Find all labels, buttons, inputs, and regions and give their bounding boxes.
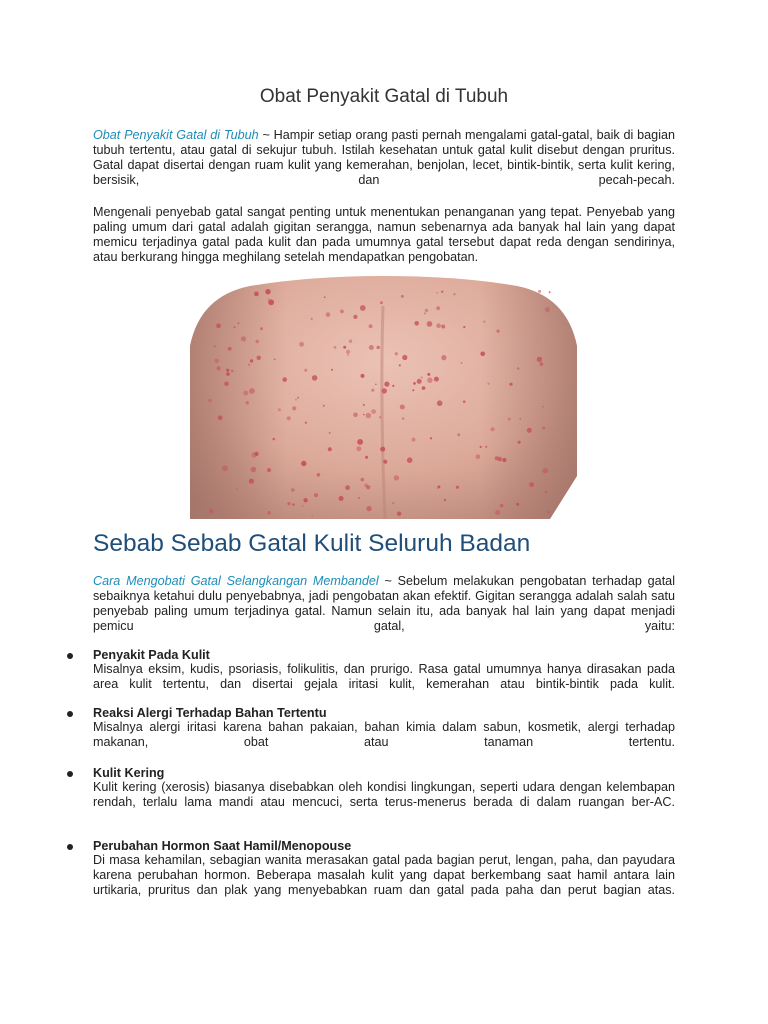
rash-spot <box>436 306 440 310</box>
rash-spot <box>311 515 313 517</box>
list-item-title: Kulit Kering <box>93 766 165 780</box>
rash-spot <box>371 409 376 414</box>
rash-spot <box>427 378 432 383</box>
rash-spot <box>312 375 318 381</box>
rash-spot <box>218 415 223 420</box>
rash-spot <box>463 400 466 403</box>
rash-spot <box>485 446 487 448</box>
rash-spot <box>361 374 365 378</box>
rash-spot <box>346 350 350 354</box>
rash-spot <box>236 488 238 490</box>
rash-spot <box>356 446 361 451</box>
rash-spot <box>358 497 360 499</box>
rash-spot <box>255 340 259 344</box>
rash-spot <box>457 433 460 436</box>
rash-spot <box>399 364 401 366</box>
rash-spot <box>444 499 446 501</box>
rash-spot <box>441 355 446 360</box>
rash-spot <box>518 441 521 444</box>
rash-spot <box>226 372 230 376</box>
rash-spot <box>437 486 440 489</box>
rash-spot <box>495 510 500 515</box>
list-item-title: Reaksi Alergi Terhadap Bahan Tertentu <box>93 706 327 720</box>
intro-paragraph <box>93 128 675 188</box>
rash-spot <box>377 346 380 349</box>
list-item-body: Misalnya eksim, kudis, psoriasis, folikulitis, dan prurigo. Rasa gatal umumnya hanya dirasakan pada area kulit tertentu, dan disertai gejala iritasi kulit, kemerahan atau bintik-bintik pada kulit. <box>93 662 675 691</box>
bullet-icon <box>67 844 73 850</box>
rash-spot <box>537 357 542 362</box>
rash-spot <box>382 388 387 393</box>
rash-spot <box>292 503 295 506</box>
rash-spot <box>384 382 389 387</box>
rash-spot <box>456 486 459 489</box>
rash-spot <box>268 298 270 300</box>
rash-spot <box>542 406 544 408</box>
rash-spot <box>395 352 398 355</box>
rash-spot <box>260 327 263 330</box>
rash-spot <box>265 289 270 294</box>
rash-spot <box>369 324 373 328</box>
rash-spot <box>542 427 545 430</box>
rash-spot <box>287 416 291 420</box>
rash-spot <box>329 432 331 434</box>
rash-spot <box>360 305 366 311</box>
rash-spot <box>407 457 413 463</box>
rash-spot <box>214 345 216 347</box>
rash-spot <box>366 506 371 511</box>
rash-spot <box>549 291 551 293</box>
rash-spot <box>427 373 430 376</box>
rash-spot <box>237 322 239 324</box>
rash-spot <box>323 405 325 407</box>
section-intro-text: ~ Sebelum melakukan pengobatan terhadap gatal sebaiknya ketahui dulu penyebabnya, jadi pengobatan akan efektif. Gigitan serangga adalah salah satu penyebab paling umum terjadinya gatal. Namun selain itu, ada banyak hal lain yang dapat menjadi pemicu gatal, yaitu: <box>93 574 675 633</box>
rash-spot <box>476 454 481 459</box>
rash-spot <box>392 385 394 387</box>
rash-spot <box>424 312 426 314</box>
rash-spot <box>347 354 349 356</box>
rash-spot <box>292 406 296 410</box>
list-item-title: Penyakit Pada Kulit <box>93 648 210 662</box>
rash-spot <box>291 488 295 492</box>
rash-spot <box>491 427 495 431</box>
rash-spot <box>542 468 548 474</box>
rash-spot <box>343 346 346 349</box>
bullet-icon <box>67 711 73 717</box>
rash-spot <box>297 397 299 399</box>
rash-spot <box>234 326 236 328</box>
second-paragraph: Mengenali penyebab gatal sangat penting untuk menentukan penanganan yang tepat. Penyebab yang paling umum dari gatal adalah gigitan serangga, namun sebenarnya ada banyak hal lain yang dapat memicu terjadinya gatal pada kulit dan pada umumnya gatal tersebut dapat reda dengan sendirinya, atau berkurang hingga meghilang setelah mendapatkan pengobatan. <box>93 205 675 264</box>
rash-spot <box>430 437 432 439</box>
rash-spot <box>519 418 521 420</box>
rash-spot <box>278 408 281 411</box>
rash-spot <box>339 496 344 501</box>
rash-spot <box>217 366 221 370</box>
rash-spot <box>216 323 221 328</box>
rash-spot <box>397 512 401 516</box>
rash-spot <box>228 347 232 351</box>
rash-spot <box>538 290 541 293</box>
rash-spot <box>540 362 544 366</box>
rash-spot <box>412 389 414 391</box>
rash-spot <box>302 505 304 507</box>
rash-spot <box>274 359 276 361</box>
rash-spot <box>441 325 445 329</box>
rash-spot <box>394 475 399 480</box>
rash-spot <box>349 340 352 343</box>
rash-spot <box>353 413 358 418</box>
rash-spot <box>436 323 441 328</box>
rash-spot <box>345 485 350 490</box>
rash-spot <box>246 401 249 404</box>
rash-spot <box>434 377 439 382</box>
rash-spot <box>249 479 254 484</box>
rash-spot <box>441 291 443 293</box>
list-item-title: Perubahan Hormon Saat Hamil/Menopouse <box>93 839 352 853</box>
rash-spot <box>301 461 306 466</box>
rash-spot <box>369 345 374 350</box>
section-heading: Sebab Sebab Gatal Kulit Seluruh Badan <box>93 530 531 557</box>
rash-spot <box>516 503 519 506</box>
rash-spot <box>413 382 416 385</box>
rash-spot <box>364 484 368 488</box>
rash-spot <box>400 405 405 410</box>
rash-spot <box>361 478 365 482</box>
rash-spot <box>340 310 344 314</box>
rash-spot <box>480 446 482 448</box>
rash-spot <box>267 511 271 515</box>
rash-spot <box>295 399 297 401</box>
rash-spot <box>427 321 433 327</box>
list-item-body: Misalnya alergi iritasi karena bahan pakaian, bahan kimia dalam sabun, kosmetik, alergi terhadap makanan, obat atau tanaman tertentu. <box>93 720 675 749</box>
rash-spot <box>417 379 422 384</box>
rash-spot <box>324 296 326 298</box>
rash-spot <box>299 342 304 347</box>
rash-spot <box>545 491 548 494</box>
rash-spot <box>502 458 506 462</box>
rash-spot <box>243 391 248 396</box>
rash-spot <box>304 369 307 372</box>
rash-spot <box>483 321 485 323</box>
rash-spot <box>461 362 463 364</box>
rash-spot <box>365 456 368 459</box>
rash-spot <box>267 468 271 472</box>
rash-spot <box>326 312 331 317</box>
rash-spot <box>498 457 503 462</box>
rash-spot <box>241 336 246 341</box>
rash-spot <box>226 369 229 372</box>
intro-text: ~ Hampir setiap orang pasti pernah mengalami gatal-gatal, baik di bagian tubuh tertentu, atau gatal di sekujur tubuh. Istilah kesehatan untuk gatal kulit disebut dengan pruritus. Gatal dapat disertai dengan ruam kulit yang kemerahan, benjolan, lecet, bintik-bintik, serta kulit kering, bersisik, dan pecah-pecah. <box>93 128 675 187</box>
rash-spot <box>317 473 321 477</box>
rash-spot <box>414 321 419 326</box>
rash-spot <box>401 295 404 298</box>
rash-spot <box>488 383 490 385</box>
rash-spot <box>375 384 377 386</box>
rash-spot <box>480 352 485 357</box>
rash-spot <box>208 399 212 403</box>
rash-spot <box>402 355 407 360</box>
rash-spot <box>328 447 332 451</box>
rash-spot <box>254 292 259 297</box>
rash-spot <box>273 438 276 441</box>
rash-spot <box>527 428 532 433</box>
rash-spot <box>508 418 511 421</box>
rash-spot <box>497 330 500 333</box>
rash-spot <box>282 377 287 382</box>
rash-spot <box>412 438 416 442</box>
rash-spot <box>357 439 363 445</box>
list-item-body: Kulit kering (xerosis) biasanya disebabkan oleh kondisi lingkungan, seperti udara dengan kelembapan rendah, terlalu lama mandi atau mencuci, serta terus-menerus berada di dalam ruangan ber-AC. <box>93 780 675 809</box>
rash-spot <box>254 452 258 456</box>
rash-spot <box>314 493 318 497</box>
rash-spot <box>371 389 374 392</box>
rash-spot <box>453 293 455 295</box>
rash-spot <box>380 447 385 452</box>
bullet-icon <box>67 653 73 659</box>
back-rash-photo <box>190 276 577 519</box>
rash-spot <box>421 377 423 379</box>
rash-spot <box>425 309 428 312</box>
rash-spot <box>545 307 550 312</box>
section-intro-paragraph <box>93 574 675 634</box>
rash-spot <box>392 502 394 504</box>
bullet-icon <box>67 771 73 777</box>
list-item-body: Di masa kehamilan, sebagian wanita merasakan gatal pada bagian perut, lengan, paha, dan payudara karena perubahan hormon. Beberapa masalah kulit yang dapat berkembang saat hamil antara lain urtikaria, pruritus dan plak yang menyebabkan ruam dan gatal pada paha dan perut bagian atas. <box>93 853 675 897</box>
back-rash-image <box>190 276 577 519</box>
rash-spot <box>379 416 381 418</box>
rash-spot <box>287 502 290 505</box>
rash-spot <box>303 498 307 502</box>
rash-spot <box>249 388 255 394</box>
rash-spot <box>257 356 261 360</box>
rash-spot <box>500 504 503 507</box>
rash-spot <box>548 511 551 514</box>
rash-spot <box>509 383 512 386</box>
rash-spot <box>380 301 383 304</box>
rash-spot <box>517 367 520 370</box>
rash-spot <box>248 364 250 366</box>
rash-spot <box>366 413 372 419</box>
section-intro-link[interactable]: Cara Mengobati Gatal Selangkangan Membandel <box>93 574 379 588</box>
rash-spot <box>529 482 534 487</box>
rash-spot <box>402 418 404 420</box>
rash-spot <box>215 359 219 363</box>
rash-spot <box>463 326 465 328</box>
rash-spot <box>311 318 313 320</box>
rash-spot <box>231 370 234 373</box>
rash-spot <box>437 400 443 406</box>
rash-spot <box>353 315 357 319</box>
page-title: Obat Penyakit Gatal di Tubuh <box>259 86 509 107</box>
rash-spot <box>436 292 438 294</box>
rash-spot <box>305 422 307 424</box>
rash-spot <box>334 346 337 349</box>
rash-spot <box>363 404 365 406</box>
rash-spot <box>268 299 274 305</box>
rash-spot <box>224 382 229 387</box>
rash-spot <box>331 369 333 371</box>
rash-spot <box>422 386 426 390</box>
rash-spot <box>209 509 213 513</box>
rash-spot <box>251 467 257 473</box>
rash-spot <box>383 460 387 464</box>
rash-spot <box>363 414 365 416</box>
rash-spot <box>250 359 253 362</box>
rash-spot <box>222 465 228 471</box>
intro-link[interactable]: Obat Penyakit Gatal di Tubuh <box>93 128 259 142</box>
